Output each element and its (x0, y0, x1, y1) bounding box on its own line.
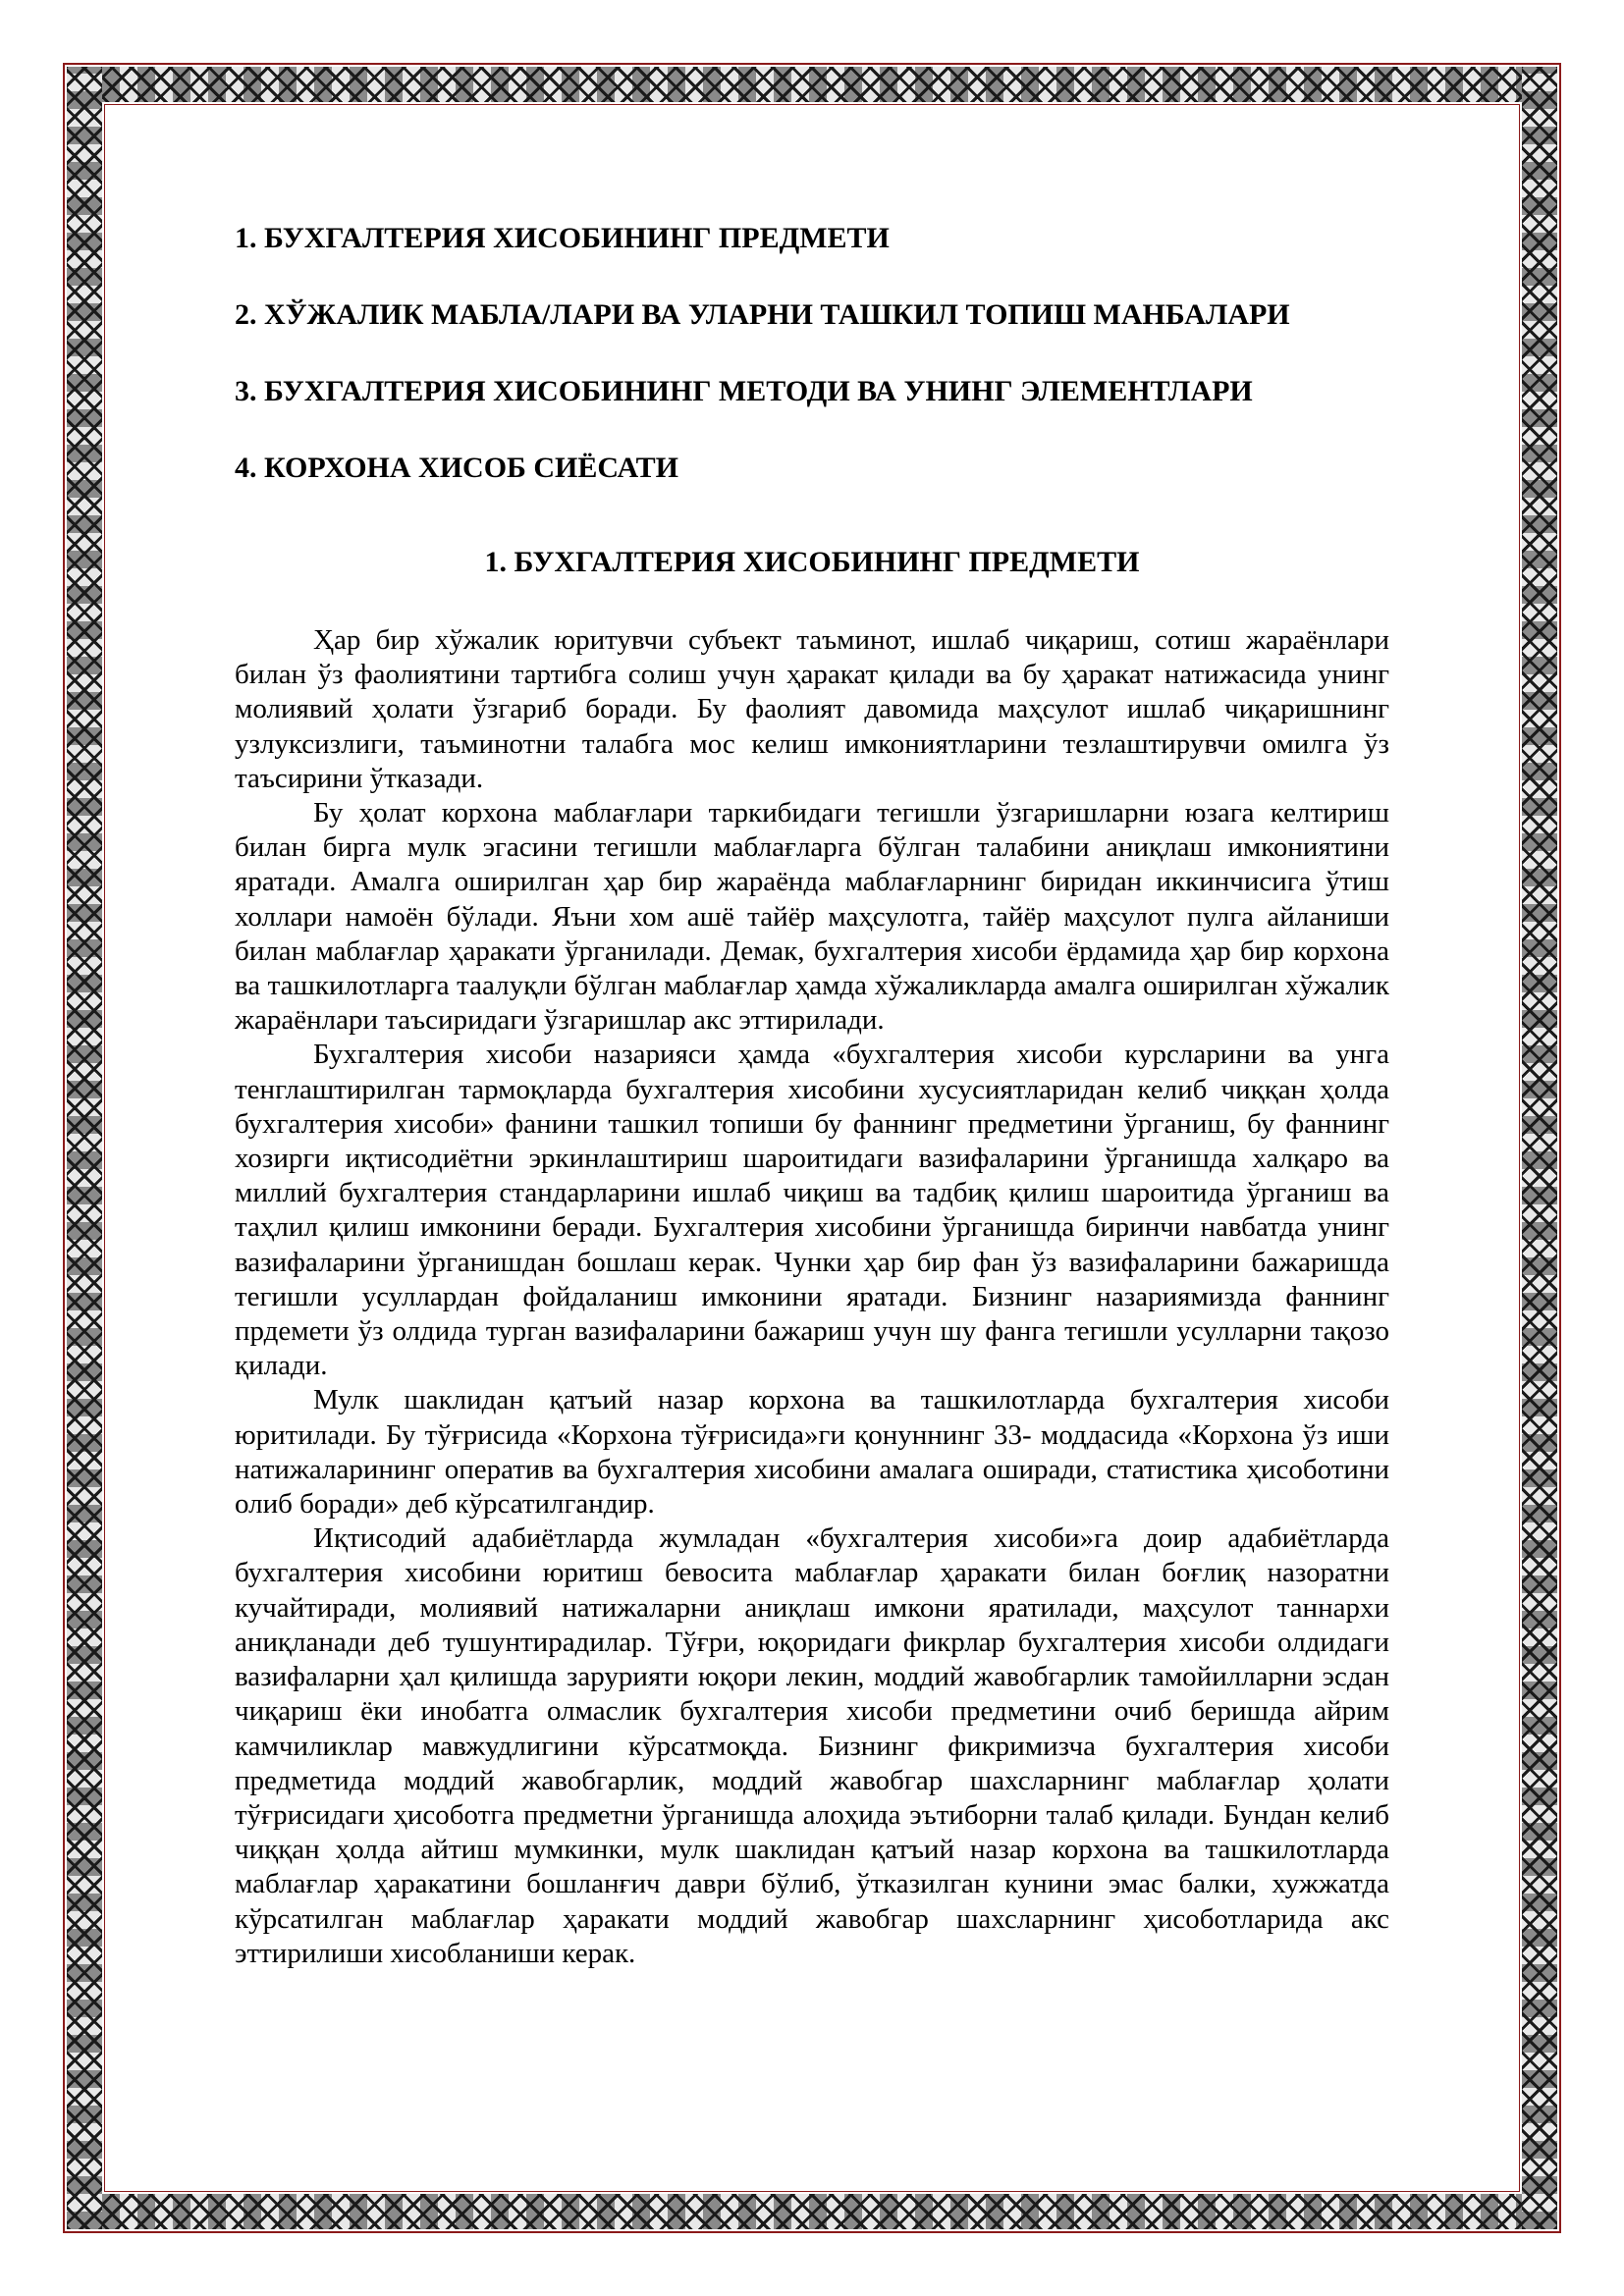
toc-item: 2. ХЎЖАЛИК МАБЛА/ЛАРИ ВА УЛАРНИ ТАШКИЛ ТОПИШ МАНБАЛАРИ (235, 298, 1290, 331)
section-heading: 1. БУХГАЛТЕРИЯ ХИСОБИНИНГ ПРЕДМЕТИ (484, 546, 1140, 578)
paragraph: Бухгалтерия хисоби назарияси ҳамда «бухгалтерия хисоби курсларини ва унга тенглаштирилган тармоқларда бухгалтерия хисобини хусусиятларидан келиб чиққан ҳолда бухгалтерия хисоби» фанини ташкил топиши бу фаннинг предметини ўрганиш, бу фаннинг хозирги иқтисодиётни эркинлаштириш шароитидаги вазифаларини ўрганишда халқаро ва миллий бухгалтерия стандарларини ишлаб чиқиш ва тадбиқ қилиш шароитида ўрганиш ва таҳлил қилиш имконини беради. Бухгалтерия хисобини ўрганишда биринчи навбатда унинг вазифаларини ўрганишдан бошлаш керак. Чунки ҳар бир фан ўз вазифаларини бажаришда тегишли усуллардан фойдаланиш имконини яратади. Бизнинг назариямизда фаннинг прдемети ўз олдида турган вазифаларини бажариш учун шу фанга тегишли усулларни тақозо қилади. (235, 1039, 1389, 1382)
ornamental-border-left (67, 67, 102, 2229)
paragraph: Иқтисодий адабиётларда жумладан «бухгалтерия хисоби»га доир адабиётларда бухгалтерия хисобини юритиш бевосита маблағлар ҳаракати билан боғлиқ назоратни кучайтиради, молиявий натижаларни аниқлаш имкони яратилади, маҳсулот таннархи аниқланади деб тушунтирадилар. Тўғри, юқоридаги фикрлар бухгалтерия хисоби олдидаги вазифаларни ҳал қилишда зарурияти юқори лекин, моддий жавобгарлик тамойилларни эсдан чиқариш ёки инобатга олмаслик бухгалтерия хисоби предметини очиб беришда айрим камчиликлар мавжудлигини кўрсатмоқда. Бизнинг фикримизча бухгалтерия хисоби предметида моддий жавобгарлик, моддий жавобгар шахсларнинг маблағлар ҳолати тўғрисидаги ҳисоботга предметни ўрганишда алоҳида эътиборни талаб қилади. Бундан келиб чиққан ҳолда айтиш мумкинки, мулк шаклидан қатъий назар корхона ва ташкилотларда маблағлар ҳаракатини бошланғич даври бўлиб, ўтказилган кунини эмас балки, хужжатда кўрсатилган маблағлар ҳаракати моддий жавобгар шахсларнинг ҳисоботларида акс эттирилиши хисобланиши керак. (235, 1522, 1389, 1969)
table-of-contents (235, 221, 1389, 486)
paragraph: Ҳар бир хўжалик юритувчи субъект таъминот, ишлаб чиқариш, сотиш жараёнлари билан ўз фаолиятини тартибга солиш учун ҳаракат қилади ва бу ҳаракат натижасида унинг молиявий ҳолати ўзгариб боради. Бу фаолият давомида маҳсулот ишлаб чиқаришнинг узлуксизлиги, таъминотни талабга мос келиш имкониятларини тезлаштирувчи омилга ўз таъсирини ўтказади. (235, 624, 1389, 794)
toc-item: 3. БУХГАЛТЕРИЯ ХИСОБИНИНГ МЕТОДИ ВА УНИНГ ЭЛЕМЕНТЛАРИ (235, 375, 1253, 407)
toc-item: 1. БУХГАЛТЕРИЯ ХИСОБИНИНГ ПРЕДМЕТИ (235, 222, 890, 254)
paragraph: Бу ҳолат корхона маблағлари таркибидаги тегишли ўзгаришларни юзага келтириш билан бирга мулк эгасини тегишли маблағларга бўлган талабини аниқлаш имкониятини яратади. Амалга оширилган ҳар бир жараёнда маблағларнинг биридан иккинчисига ўтиш холлари намоён бўлади. Яъни хом ашё тайёр маҳсулотга, тайёр маҳсулот пулга айланиши билан маблағлар ҳаракати ўрганилади. Демак, бухгалтерия хисоби ёрдамида ҳар бир корхона ва ташкилотларга таалуқли бўлган маблағлар ҳамда хўжаликларда амалга оширилган хўжалик жараёнлари таъсиридаги ўзгаришлар акс эттирилади. (235, 797, 1389, 1037)
body-text (235, 623, 1389, 1971)
ornamental-border-right (1522, 67, 1557, 2229)
paragraph: Мулк шаклидан қатъий назар корхона ва ташкилотларда бухгалтерия хисоби юритилади. Бу тўғрисида «Корхона тўғрисида»ги қонуннинг 33- моддасида «Корхона ўз иши натижаларининг оператив ва бухгалтерия хисобини амалага оширади, статистика ҳисоботини олиб боради» деб кўрсатилгандир. (235, 1384, 1389, 1521)
toc-item: 4. КОРХОНА ХИСОБ СИЁСАТИ (235, 452, 678, 484)
ornamental-border-top (67, 67, 1557, 102)
ornamental-border-bottom (67, 2194, 1557, 2229)
document-content (235, 221, 1389, 1971)
